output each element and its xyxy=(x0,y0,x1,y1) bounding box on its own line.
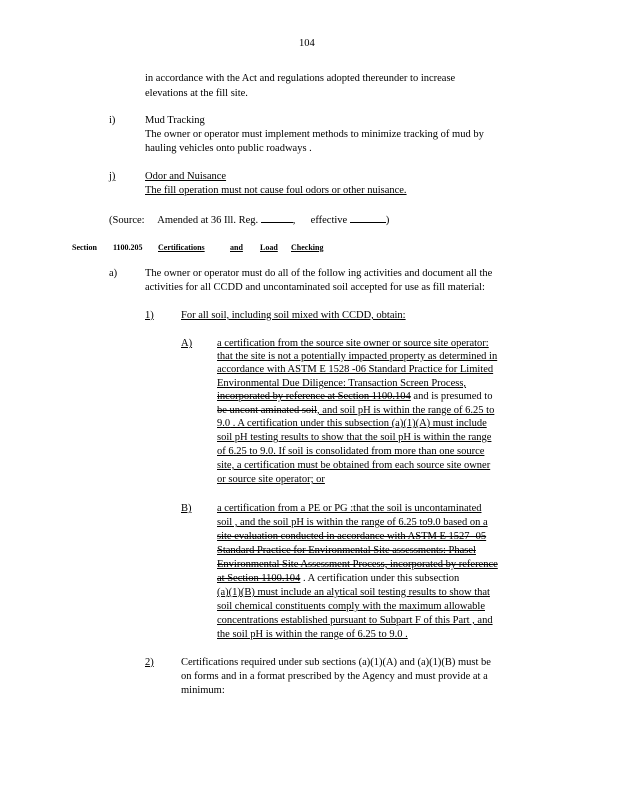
sub-A-line-11: or source site operator; or xyxy=(217,474,325,485)
section-label: Section xyxy=(72,243,97,252)
sub-A-line-5-rest: and is presumed to xyxy=(410,391,493,402)
section-title-checking: Checking xyxy=(291,243,324,252)
sub-B-line-9: concentrations established pursuant to Subpart F of this Part , and xyxy=(217,615,493,626)
section-title-certifications: Certifications xyxy=(158,243,205,252)
item-a-line-2: activities for all CCDD and uncontaminated soil accepted for use as fill material: xyxy=(145,282,485,293)
source-effective-blank xyxy=(350,212,386,223)
item-i-heading: Mud Tracking xyxy=(145,115,205,126)
sub-B-line-3: site evaluation conducted in accordance with ASTM E 1527 -05 xyxy=(217,531,487,542)
sub-2-line-2: on forms and in a format prescribed by the Agency and must provide at a xyxy=(181,671,488,682)
source-close: ) xyxy=(385,215,390,226)
sub-A-line-3: accordance with ASTM E 1528 -06 Standard Practice for Limited xyxy=(217,364,494,375)
section-title-and: and xyxy=(230,243,243,252)
sub-A-line-5-struck: incorporated by reference at Section 1100.104 xyxy=(217,391,411,402)
sub-B-line-7: (a)(1)(B) must include an alytical soil testing results to show that xyxy=(217,587,490,598)
sub-A-line-9: of 6.25 to 9.0. If soil is consolidated from more than one source xyxy=(217,446,485,457)
sub-A-line-5 xyxy=(217,390,492,404)
sub-B-line-6-rest: . A certification under this subsection xyxy=(300,573,460,584)
sub-A-line-6-rest: , and soil pH is within the range of 6.25 to xyxy=(317,405,495,416)
item-i-line-1: The owner or operator must implement methods to minimize tracking of mud by xyxy=(145,129,484,140)
sub-B-line-2: soil , and the soil pH is within the range of 6.25 to9.0 based on a xyxy=(217,517,488,528)
sub-B-line-10: the soil pH is within the range of 6.25 to 9.0 . xyxy=(217,629,408,640)
item-a-line-1: The owner or operator must do all of the follow ing activities and document all the xyxy=(145,268,493,279)
page-number: 104 xyxy=(299,38,315,49)
item-a-marker: a) xyxy=(109,268,118,279)
intro-line-2: elevations at the fill site. xyxy=(145,88,248,99)
sub-B-marker: B) xyxy=(181,503,192,514)
section-title-load: Load xyxy=(260,243,278,252)
item-i-marker: i) xyxy=(109,115,116,126)
sub-A-line-2: that the site is not a potentially impacted property as determined in xyxy=(217,351,498,362)
item-i-line-2: hauling vehicles onto public roadways . xyxy=(145,143,312,154)
sub-B-line-1: a certification from a PE or PG :that the soil is uncontaminated xyxy=(217,503,482,514)
sub-A-line-4: Environmental Due Diligence: Transaction Screen Process, xyxy=(217,378,467,389)
sub-B-line-5: Environmental Site Assessment Process, incorporated by reference xyxy=(217,559,498,570)
sub-B-line-6-struck: at Section 1100.104 xyxy=(217,573,301,584)
sub-A-marker: A) xyxy=(181,338,193,349)
sub-2-marker: 2) xyxy=(145,657,154,668)
source-effective: effective xyxy=(310,215,348,226)
item-j-marker: j) xyxy=(109,171,116,182)
source-text: Amended at 36 Ill. Reg. xyxy=(157,215,259,226)
sub-A-line-6-struck: be uncont aminated soil xyxy=(217,405,318,416)
source-note: (Source: Amended at 36 Ill. Reg. , effective ) xyxy=(109,212,389,228)
sub-A-line-1: a certification from the source site owner or source site operator: xyxy=(217,338,489,349)
source-lead: (Source: xyxy=(109,215,145,226)
sub-A-line-7-a: 9.0 xyxy=(217,418,231,429)
sub-1-marker: 1) xyxy=(145,310,154,321)
sub-2-line-1: Certifications required under sub sections (a)(1)(A) and (a)(1)(B) must be xyxy=(181,657,491,668)
sub-A-line-7-b: . A certification under this subsection (a)(1)(A) must include xyxy=(230,418,487,429)
sub-A-line-7 xyxy=(217,417,487,431)
sub-B-line-6 xyxy=(217,572,459,586)
sub-2-line-3: minimum: xyxy=(181,685,225,696)
source-reg-blank xyxy=(261,212,293,223)
sub-B-line-4: Standard Practice for Environmental Site assessments: Phasel xyxy=(217,545,476,556)
item-j-line-1: The fill operation must not cause foul odors or other nuisance. xyxy=(145,185,407,196)
sub-A-line-10: site, a certification must be obtained from each source site owner xyxy=(217,460,491,471)
sub-B-line-8: soil chemical constituents comply with the maximum allowable xyxy=(217,601,485,612)
item-j-heading: Odor and Nuisance xyxy=(145,171,227,182)
sub-1-text: For all soil, including soil mixed with CCDD, obtain: xyxy=(181,310,406,321)
sub-A-line-8: soil pH testing results to show that the soil pH is within the range xyxy=(217,432,492,443)
section-number: 1100.205 xyxy=(113,243,143,252)
intro-line-1: in accordance with the Act and regulations adopted thereunder to increase xyxy=(145,73,456,84)
sub-A-line-6 xyxy=(217,404,494,418)
